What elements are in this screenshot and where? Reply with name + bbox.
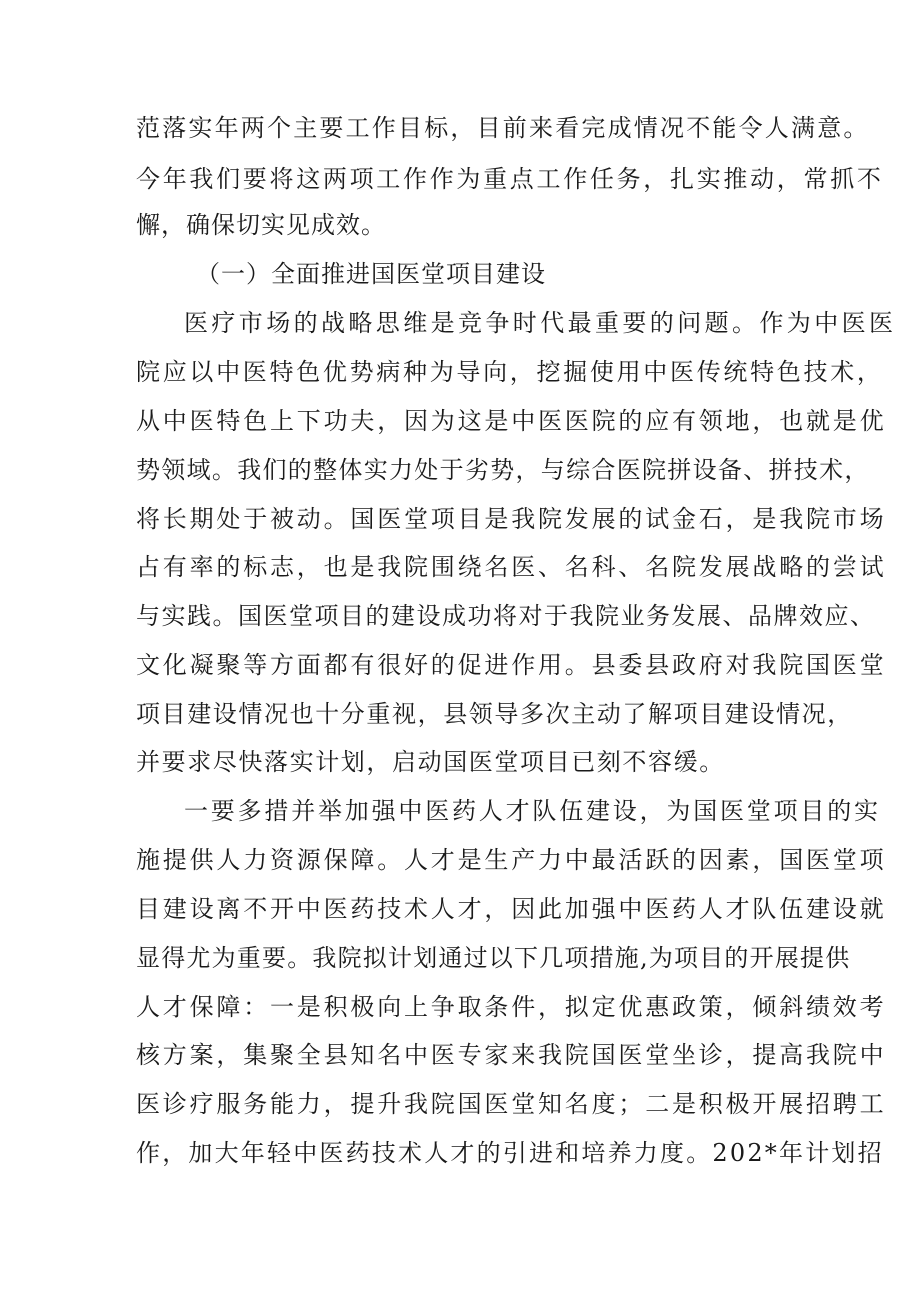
body-line-5: 医疗市场的战略思维是竞争时代最重要的问题。作为中医医: [184, 309, 897, 337]
body-line-3: 懈，确保切实见成效。: [136, 211, 386, 239]
body-line-6: 院应以中医特色优势病种为导向，挖掘使用中医传统特色技术，: [136, 358, 884, 386]
body-line-1: 范落实年两个主要工作目标，目前来看完成情况不能令人满意。: [136, 114, 870, 142]
body-line-13: 项目建设情况也十分重视，县领导多次主动了解项目建设情况，: [136, 700, 853, 728]
section-heading: （一）全面推进国医堂项目建设: [196, 260, 546, 288]
body-line-18: 显得尤为重要。我院拟计划通过以下几项措施,为项目的开展提供: [136, 944, 851, 972]
body-line-10: 占有率的标志，也是我院围绕名医、名科、名院发展战略的尝试: [136, 553, 887, 581]
body-line-17: 目建设离不开中医药技术人才，因此加强中医药人才队伍建设就: [136, 895, 887, 923]
body-line-14: 并要求尽快落实计划，启动国医堂项目已刻不容缓。: [136, 748, 725, 776]
body-line-22: 作，加大年轻中医药技术人才的引进和培养力度。202*年计划招: [136, 1139, 884, 1167]
body-line-9: 将长期处于被动。国医堂项目是我院发展的试金石，是我院市场: [136, 505, 887, 533]
body-line-19: 人才保障：一是积极向上争取条件，拟定优惠政策，倾斜绩效考: [136, 993, 887, 1021]
body-line-8: 势领域。我们的整体实力处于劣势，与综合医院拼设备、拼技术，: [136, 456, 870, 484]
body-line-7: 从中医特色上下功夫，因为这是中医医院的应有领地，也就是优: [136, 407, 887, 435]
body-line-11: 与实践。国医堂项目的建设成功将对于我院业务发展、品牌效应、: [136, 602, 876, 630]
body-line-15: 一要多措并举加强中医药人才队伍建设，为国医堂项目的实: [184, 797, 881, 825]
body-line-16: 施提供人力资源保障。人才是生产力中最活跃的因素，国医堂项: [136, 846, 887, 874]
body-line-12: 文化凝聚等方面都有很好的促进作用。县委县政府对我院国医堂: [136, 651, 887, 679]
body-line-21: 医诊疗服务能力，提升我院国医堂知名度；二是积极开展招聘工: [136, 1090, 887, 1118]
body-line-2: 今年我们要将这两项工作作为重点工作任务，扎实推动，常抓不: [136, 165, 884, 193]
body-line-20: 核方案，集聚全县知名中医专家来我院国医堂坐诊，提高我院中: [136, 1041, 887, 1069]
